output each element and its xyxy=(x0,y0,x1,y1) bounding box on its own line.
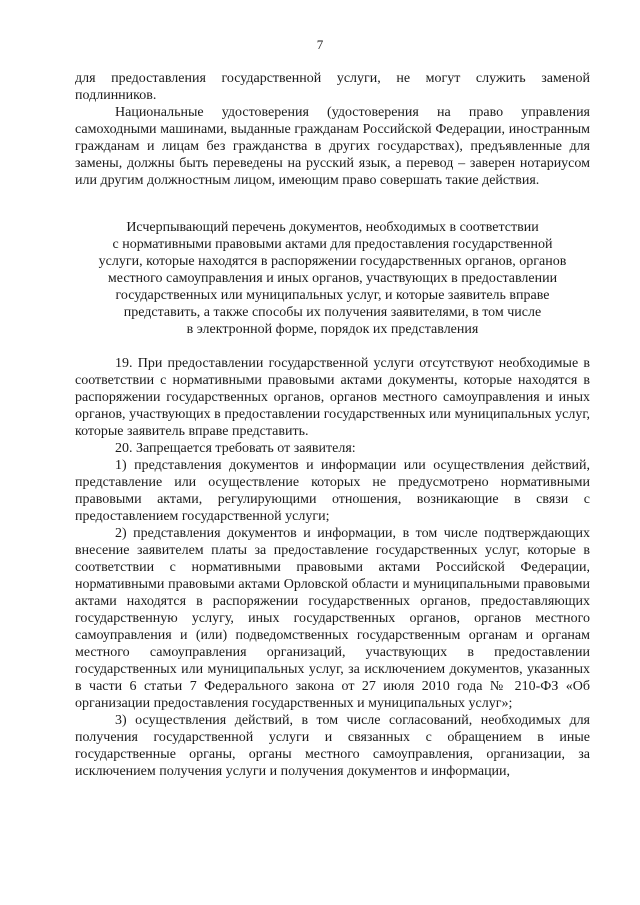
page-number: 7 xyxy=(316,37,324,52)
paragraph-20: 20. Запрещается требовать от заявителя: xyxy=(115,441,356,456)
paragraph-national-licenses: Национальные удостоверения (удостоверения на право управления самоходными машинами, выданные гражданам Российской Федерации, иностранным гражданам и лицам без гражданства в других государствах), предъявленные для замены, должны быть переведены на русский язык, а перевод – заверен нотариусом или другим должностным лицом, имеющим право совершать такие действия. xyxy=(75,105,590,188)
heading-line: с нормативными правовыми актами для предоставления государственной xyxy=(112,237,553,252)
heading-line: Исчерпывающий перечень документов, необходимых в соответствии xyxy=(126,220,539,235)
heading-line: представить, а также способы их получения заявителями, в том числе xyxy=(123,305,542,320)
paragraph-continuation: для предоставления государственной услуги, не могут служить заменой подлинников. xyxy=(75,71,590,103)
heading-line: в электронной форме, порядок их представления xyxy=(186,322,479,337)
document-body xyxy=(75,70,590,780)
paragraph-19: 19. При предоставлении государственной услуги отсутствуют необходимые в соответствии с нормативными правовыми актами документы, которые находятся в распоряжении государственных органов, органов местного самоуправления и иных органов, участвующих в предоставлении государственных или муниципальных услуг, которые заявитель вправе представить. xyxy=(75,356,590,439)
paragraph-20-item-1: 1) представления документов и информации или осуществления действий, представление или осуществление которых не предусмотрено нормативными правовыми актами, регулирующими отношения, возникающие в связи с предоставлением государственной услуги; xyxy=(75,458,590,524)
paragraph-20-item-3: 3) осуществления действий, в том числе согласований, необходимых для получения государственной услуги и связанных с обращением в иные государственные органы, органы местного самоуправления, организации, за исключением получения услуги и получения документов и информации, xyxy=(75,713,590,779)
heading-line: местного самоуправления и иных органов, участвующих в предоставлении xyxy=(107,271,558,286)
section-heading xyxy=(75,219,590,338)
paragraph-20-item-2: 2) представления документов и информации, в том числе подтверждающих внесение заявителем платы за предоставление государственных услуг, которые в соответствии с нормативными правовыми актами Российской Федерации, нормативными правовыми актами Орловской области и муниципальными правовыми актами находятся в распоряжении государственных органов, предоставляющих государственную услугу, иных государственных органов, органов местного самоуправления и (или) подведомственных государственным органам и органам местного самоуправления организаций, участвующих в предоставлении государственных или муниципальных услуг, за исключением документов, указанных в части 6 статьи 7 Федерального закона от 27 июля 2010 года № 210-ФЗ «Об организации предоставления государственных и муниципальных услуг»; xyxy=(75,526,590,711)
heading-line: государственных или муниципальных услуг, и которые заявитель вправе xyxy=(115,288,550,303)
heading-line: услуги, которые находятся в распоряжении государственных органов, органов xyxy=(98,254,567,269)
